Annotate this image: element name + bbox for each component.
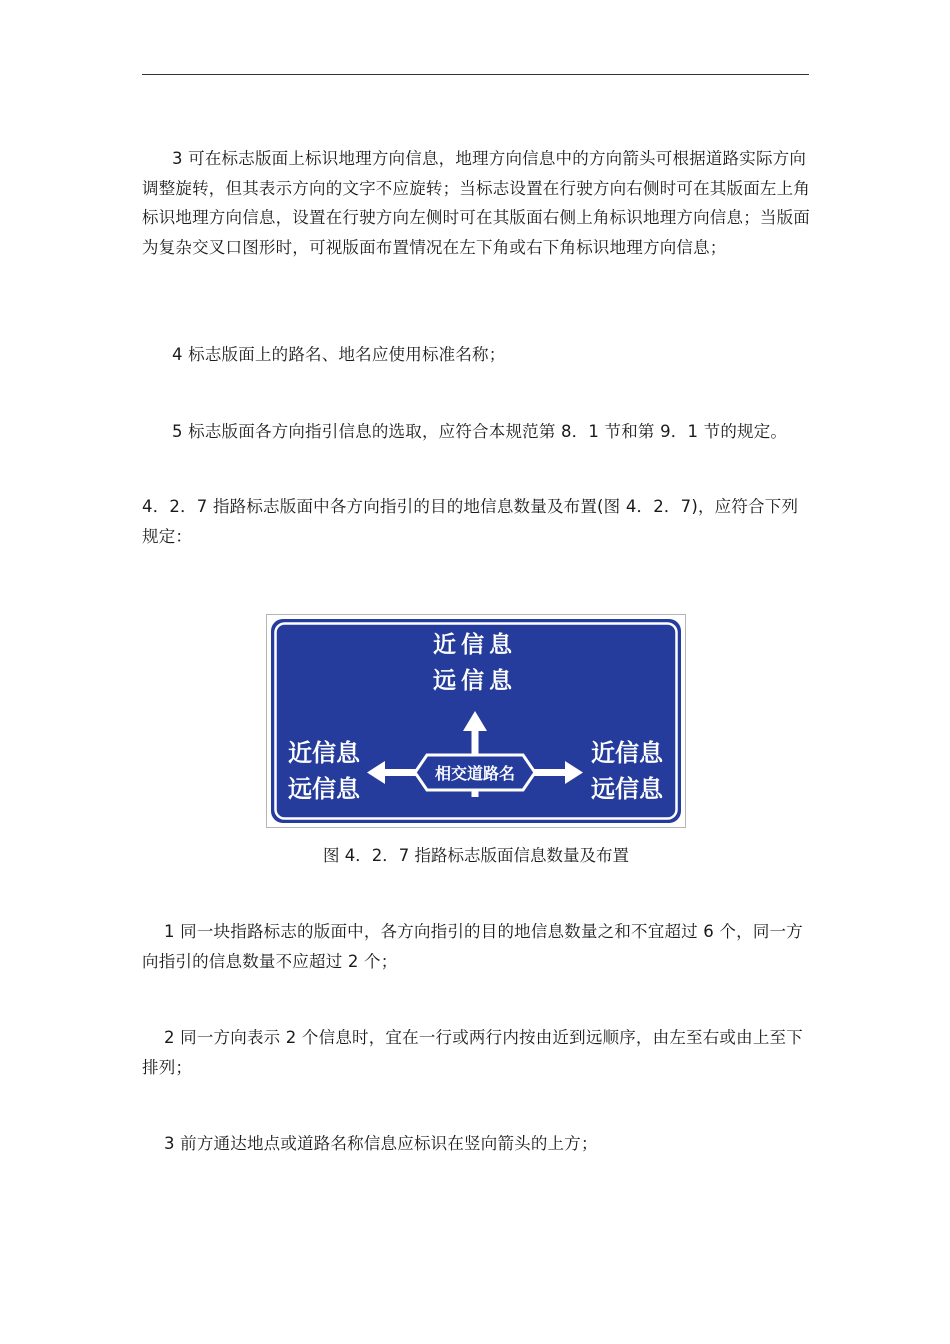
rule-item-1: 1 同一块指路标志的版面中，各方向指引的目的地信息数量之和不宜超过 6 个，同一方向指引的信息数量不应超过 2 个； [142, 922, 803, 971]
guide-sign-svg [267, 615, 685, 827]
section-4-2-7: 4．2．7 指路标志版面中各方向指引的目的地信息数量及布置(图 4．2．7)，应符合下列规定： [142, 497, 799, 546]
road-name-label: 相交道路名 [434, 764, 516, 783]
paragraph-item-3: 3 可在标志版面上标识地理方向信息，地理方向信息中的方向箭头可根据道路实际方向调整旋转，但其表示方向的文字不应旋转；当标志设置在行驶方向右侧时可在其版面左上角标识地理方向信息，设置在行驶方向左侧时可在其版面右侧上角标识地理方向信息；当版面为复杂交叉口图形时，可视版面布置情况在左下角或右下角标识地理方向信息； [142, 149, 810, 257]
left-far-label: 远信息 [288, 775, 360, 803]
top-far-label: 远信息 [433, 668, 517, 694]
top-near-label: 近信息 [433, 632, 517, 658]
paragraph-item-4: 4 标志版面上的路名、地名应使用标准名称； [172, 345, 506, 364]
rule-item-3: 3 前方通达地点或道路名称信息应标识在竖向箭头的上方； [164, 1134, 598, 1153]
right-far-label: 远信息 [591, 775, 663, 803]
paragraph-item-5: 5 标志版面各方向指引信息的选取，应符合本规范第 8．1 节和第 9．1 节的规定。 [172, 422, 788, 441]
figure-caption: 图 4．2．7 指路标志版面信息数量及布置 [323, 846, 629, 865]
right-near-label: 近信息 [591, 739, 663, 767]
rule-item-2: 2 同一方向表示 2 个信息时，宜在一行或两行内按由近到远顺序，由左至右或由上至下排列； [142, 1028, 803, 1077]
guide-sign-figure [266, 614, 686, 828]
left-near-label: 近信息 [288, 739, 360, 767]
header-rule [142, 74, 809, 75]
